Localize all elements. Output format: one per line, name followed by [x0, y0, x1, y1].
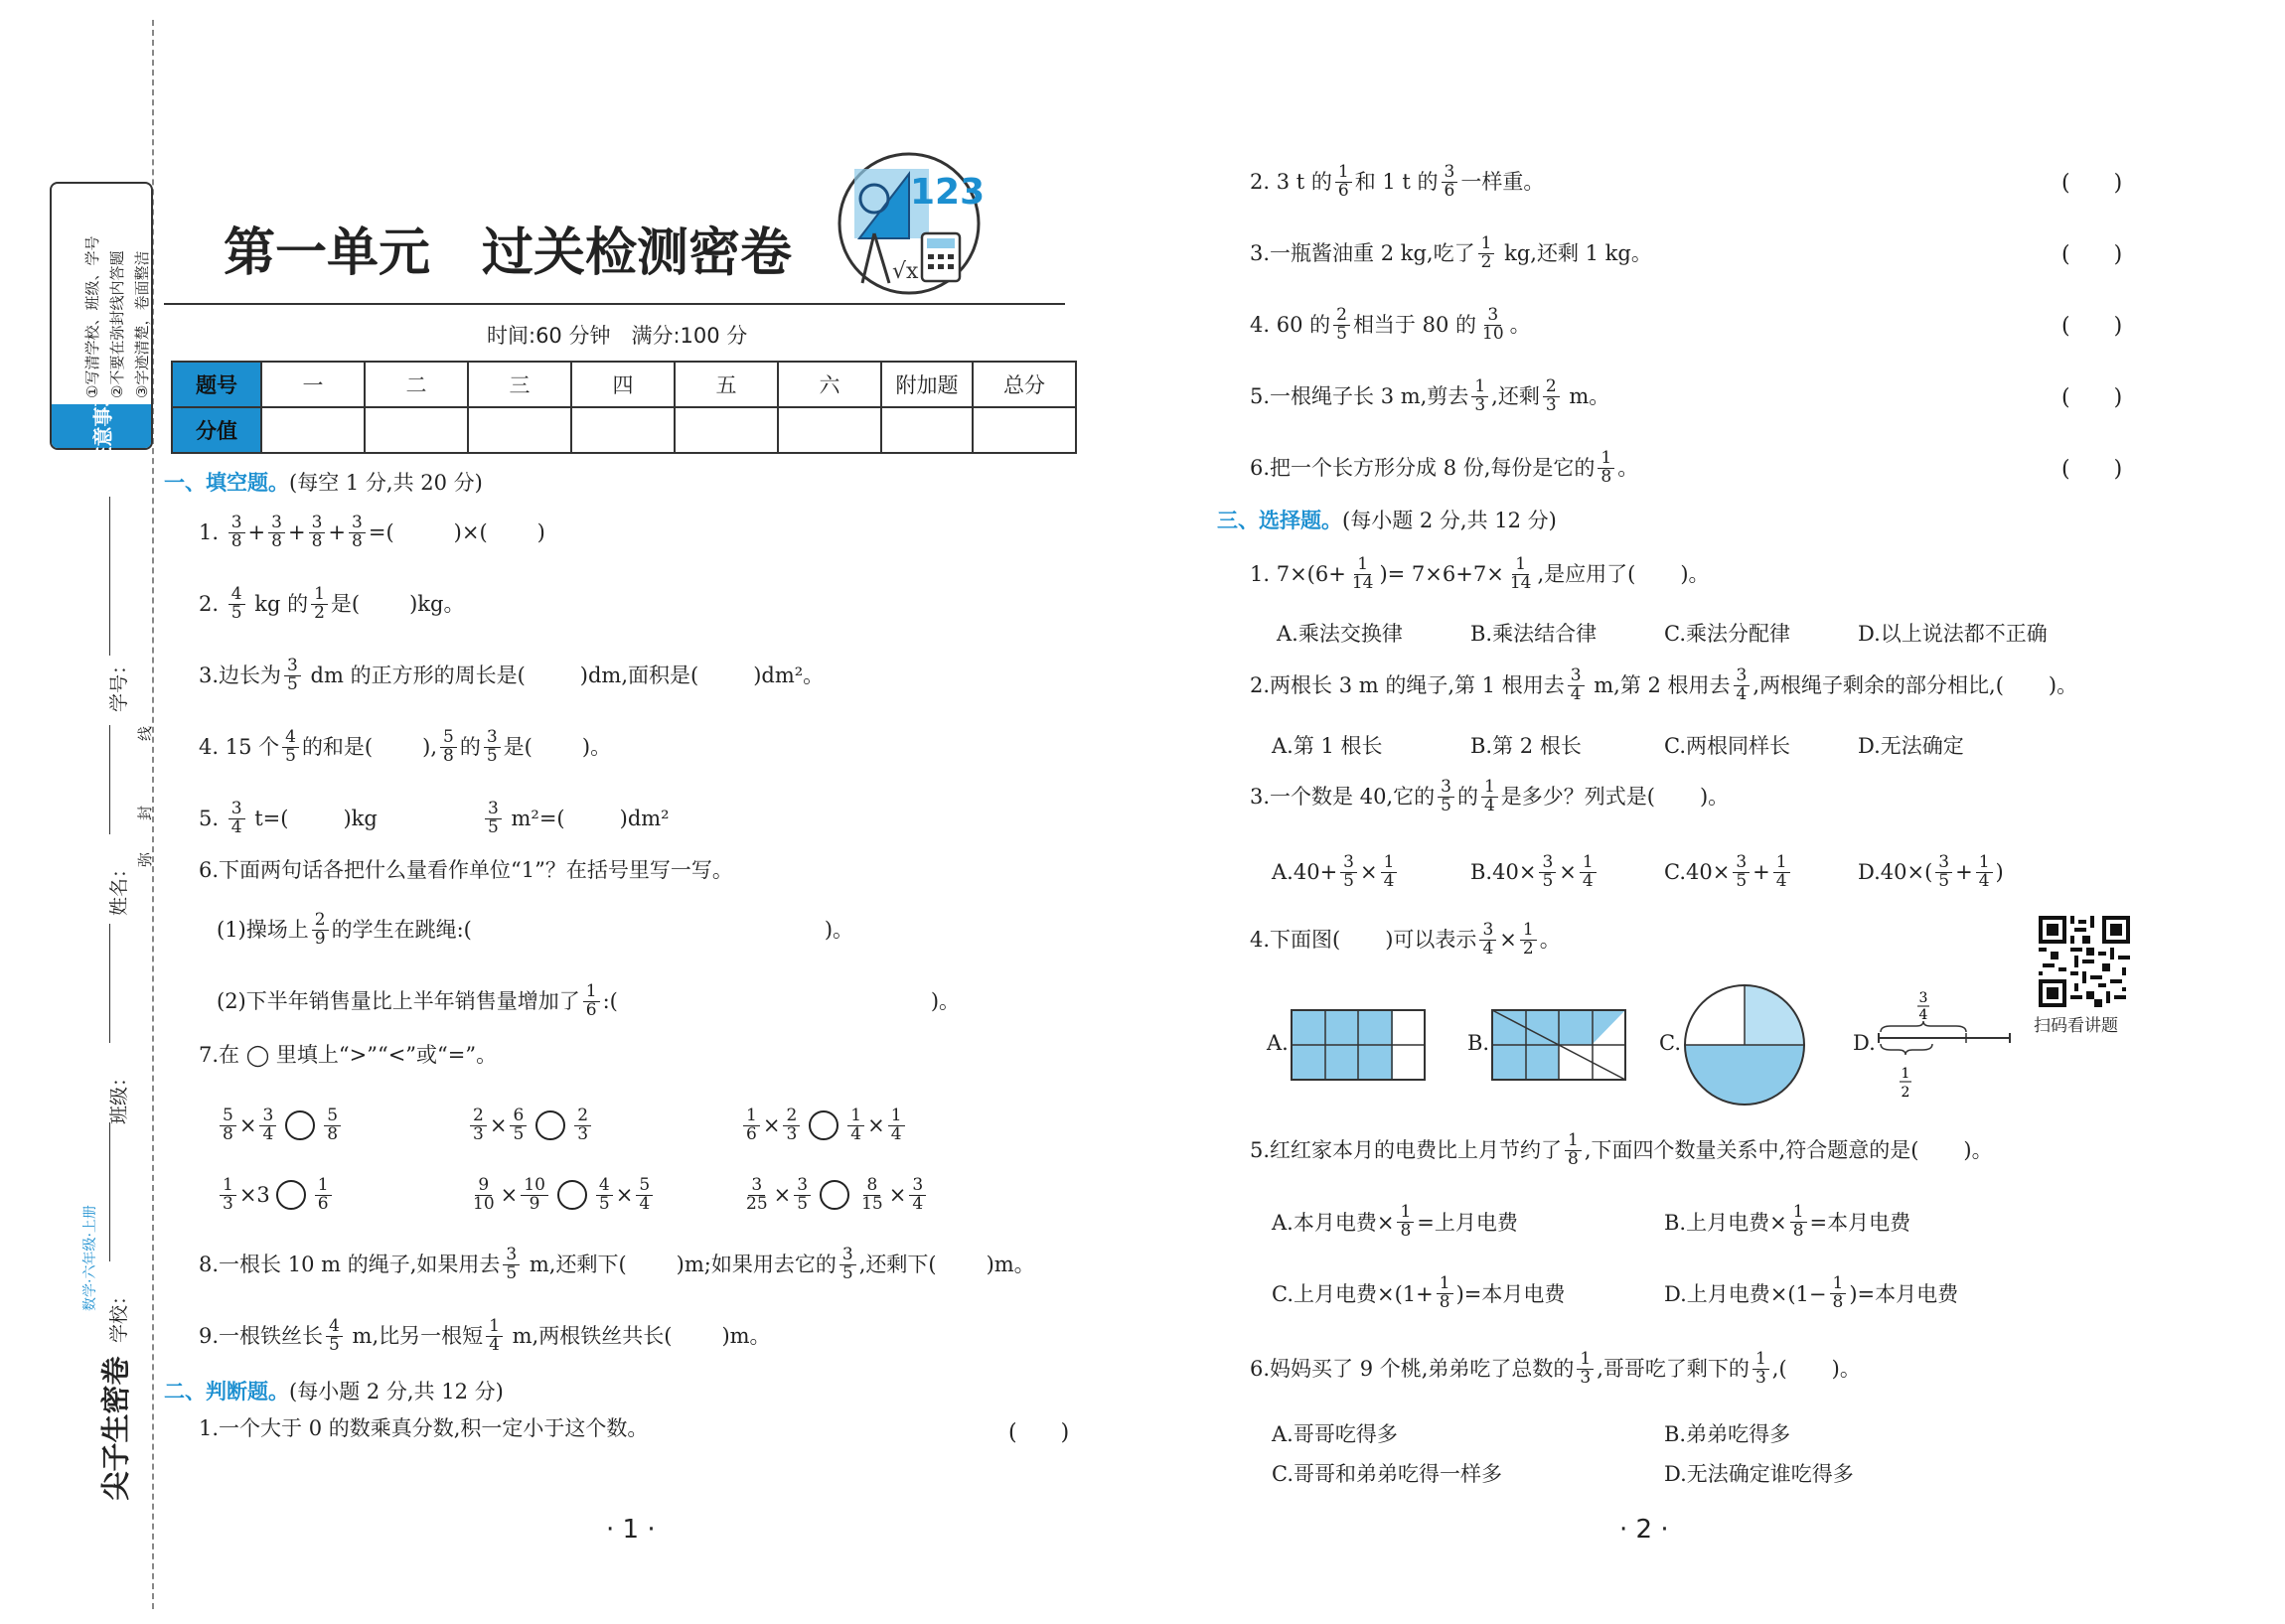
table-header-cell: 题号 [172, 362, 261, 407]
option-a[interactable]: A.哥哥吃得多 [1272, 1422, 1398, 1446]
qr-caption: 扫码看讲题 [2034, 1016, 2118, 1036]
field-school: 学校： [79, 1122, 139, 1341]
judge-answer-paren[interactable]: ( ) [2061, 242, 2123, 267]
question-1-6-2: (2)下半年销售量比上半年销售量增加了 $\frac{1}{6}$ :( )。 [217, 981, 961, 1020]
compare-item: $\frac{1}{6}$ × $\frac{2}{3}$ $\frac{1}{4}$ × $\frac{1}{4}$ [740, 1107, 908, 1144]
exam-meta: 时间:60 分钟 满分:100 分 [487, 324, 748, 348]
notice-line: ③字迹清楚，卷面整洁 [133, 250, 151, 398]
page-number-1: · 1 · [606, 1515, 656, 1545]
score-cell[interactable] [468, 407, 571, 453]
judge-question-5: 5.一根绳子长 3 m,剪去 $\frac{1}{3}$ ,还剩 $\frac{2}{3}$ m。 [1250, 376, 1610, 415]
option-c[interactable]: C.上月电费×(1+ $\frac{1}{8}$ )=本月电费 [1272, 1273, 1566, 1312]
notice-line: ①写清学校、班级、学号 [83, 235, 101, 398]
field-student-id: 学号： [79, 477, 139, 745]
question-1-2: 2. $\frac{4}{5}$ kg 的 $\frac{1}{2}$ 是( )kg。 [199, 584, 465, 623]
score-cell[interactable] [571, 407, 675, 453]
field-class: 班级： [79, 924, 139, 1122]
option-c[interactable]: C.40× $\frac{3}{5}$ + $\frac{1}{4}$ [1664, 854, 1793, 891]
option-c[interactable]: C.哥哥和弟弟吃得一样多 [1272, 1462, 1502, 1486]
svg-text:123: 123 [910, 172, 984, 213]
option-b[interactable]: B.40× $\frac{3}{5}$ × $\frac{1}{4}$ [1470, 854, 1600, 891]
option-d[interactable]: D.40×( $\frac{3}{5}$ + $\frac{1}{4}$ ) [1858, 852, 2004, 891]
option-a[interactable]: A.第 1 根长 [1272, 734, 1383, 758]
section-1-heading: 一、填空题。(每空 1 分,共 20 分) [164, 471, 483, 495]
compare-circle[interactable] [809, 1110, 838, 1140]
option-c[interactable]: C.两根同样长 [1664, 734, 1790, 758]
option-a[interactable]: A.40+ $\frac{3}{5}$ × $\frac{1}{4}$ [1272, 854, 1400, 891]
compare-item: $\frac{9}{10}$ × $\frac{10}{9}$ $\frac{4}{5}$ × $\frac{5}{4}$ [467, 1177, 656, 1214]
question-1-6-1: (1)操场上 $\frac{2}{9}$ 的学生在跳绳:( )。 [217, 910, 854, 949]
judge-question-4: 4. 60 的 $\frac{2}{5}$ 相当于 80 的 $\frac{3}{10}$ 。 [1250, 305, 1531, 344]
option-b[interactable]: B.第 2 根长 [1470, 734, 1582, 758]
question-1-3: 3.边长为 $\frac{3}{5}$ dm 的正方形的周长是( )dm,面积是( )dm²。 [199, 656, 825, 694]
score-cell[interactable] [261, 407, 365, 453]
option-b[interactable]: B.乘法结合律 [1470, 622, 1598, 646]
notice-line: ②不要在弥封线内答题 [108, 250, 126, 398]
option-a[interactable]: A.乘法交换律 [1277, 622, 1403, 646]
svg-text:2: 2 [1901, 1085, 1910, 1101]
qr-code-icon [2039, 916, 2130, 1007]
choice-question-4: 4.下面图( )可以表示 $\frac{3}{4}$ × $\frac{1}{2}$ 。 [1250, 920, 1561, 959]
judge-answer-paren[interactable]: ( ) [2061, 457, 2123, 482]
section-3-heading: 三、选择题。(每小题 2 分,共 12 分) [1217, 509, 1557, 532]
option-d[interactable]: D.上月电费×(1− $\frac{1}{8}$ )=本月电费 [1664, 1273, 1959, 1312]
svg-text:1: 1 [1901, 1066, 1910, 1082]
table-header-cell: 六 [778, 362, 881, 407]
page-number-2: · 2 · [1619, 1515, 1669, 1545]
score-cell[interactable] [365, 407, 468, 453]
table-header-cell: 二 [365, 362, 468, 407]
score-cell[interactable] [675, 407, 778, 453]
score-cell[interactable] [973, 407, 1076, 453]
question-1-1: 1. $\frac{3}{8}$ + $\frac{3}{8}$ + $\frac{3}{8}$ + $\frac{3}{8}$ =( )×( ) [199, 513, 545, 551]
option-b[interactable]: B.弟弟吃得多 [1664, 1422, 1791, 1446]
table-header-cell: 附加题 [881, 362, 973, 407]
question-1-7: 7.在 ◯ 里填上“>”“<”或“=”。 [199, 1043, 498, 1067]
score-cell[interactable] [778, 407, 881, 453]
judge-question-2: 2. 3 t 的 $\frac{1}{6}$ 和 1 t 的 $\frac{3}{6}$ 一样重。 [1250, 162, 1545, 201]
choice-question-3: 3.一个数是 40,它的 $\frac{3}{5}$ 的 $\frac{1}{4}$ 是多少？列式是( )。 [1250, 777, 1730, 815]
compare-circle[interactable] [820, 1180, 849, 1210]
choice-question-1: 1. 7×(6+ $\frac{1}{14}$ )= 7×6+7× $\frac{1}{14}$ ,是应用了( )。 [1250, 554, 1710, 593]
section-2-heading: 二、判断题。(每小题 2 分,共 12 分) [164, 1380, 504, 1403]
brand-label: 尖子生密卷 [98, 1356, 133, 1501]
option-a[interactable]: A.本月电费× $\frac{1}{8}$ =上月电费 [1272, 1202, 1518, 1241]
table-header-cell: 五 [675, 362, 778, 407]
figure-option-d[interactable]: D. 3 4 1 2 [1853, 988, 2032, 1107]
compare-item: $\frac{2}{3}$ × $\frac{6}{5}$ $\frac{2}{3}$ [467, 1107, 594, 1144]
figure-option-b[interactable]: B. [1467, 1009, 1626, 1081]
field-name: 姓名： [79, 725, 139, 924]
compare-item: $\frac{1}{3}$ ×3 $\frac{1}{6}$ [217, 1177, 335, 1214]
grid-figure-a [1291, 1009, 1426, 1081]
question-1-5b: $\frac{3}{5}$ m²=( )dm² [482, 801, 670, 837]
seal-word: 线 [136, 725, 155, 742]
score-table [171, 361, 1077, 454]
figure-option-c[interactable]: C. [1659, 983, 1828, 1107]
question-1-8: 8.一根长 10 m 的绳子,如果用去 $\frac{3}{5}$ m,还剩下( )m;如果用去它的 $\frac{3}{5}$ ,还剩下( )m。 [199, 1245, 1035, 1283]
option-c[interactable]: C.乘法分配律 [1664, 622, 1790, 646]
svg-text:4: 4 [1918, 1007, 1928, 1023]
notice-title: 注意事项 [52, 404, 151, 448]
judge-answer-paren[interactable]: ( ) [2061, 385, 2123, 410]
svg-text:3: 3 [1918, 990, 1928, 1006]
table-header-cell: 一 [261, 362, 365, 407]
binding-strip [0, 0, 159, 1624]
judge-answer-paren[interactable]: ( ) [2061, 314, 2123, 339]
seal-word: 封 [136, 805, 155, 821]
seal-word: 弥 [136, 851, 155, 868]
question-1-6: 6.下面两句话各把什么量看作单位“1”？在括号里写一写。 [199, 858, 733, 882]
score-cell[interactable] [881, 407, 973, 453]
figure-option-a[interactable]: A. [1267, 1009, 1426, 1081]
option-d[interactable]: D.以上说法都不正确 [1858, 622, 2048, 646]
table-header-cell: 四 [571, 362, 675, 407]
option-d[interactable]: D.无法确定谁吃得多 [1664, 1462, 1854, 1486]
compare-circle[interactable] [557, 1180, 587, 1210]
compare-circle[interactable] [276, 1180, 306, 1210]
math-logo-icon [835, 149, 984, 298]
option-d[interactable]: D.无法确定 [1858, 734, 1964, 758]
judge-question-6: 6.把一个长方形分成 8 份,每份是它的 $\frac{1}{8}$ 。 [1250, 448, 1639, 487]
choice-question-5: 5.红红家本月的电费比上月节约了 $\frac{1}{8}$ ,下面四个数量关系中,符合题意的是( )。 [1250, 1130, 1993, 1169]
score-table-header-row [172, 362, 1076, 407]
question-1-4: 4. 15 个 $\frac{4}{5}$ 的和是( ), $\frac{5}{8}$ 的 $\frac{3}{5}$ 是( )。 [199, 727, 612, 766]
option-b[interactable]: B.上月电费× $\frac{1}{8}$ =本月电费 [1664, 1202, 1911, 1241]
svg-text:√x: √x [892, 259, 919, 284]
question-1-5a: 5. $\frac{3}{4}$ t=( )kg [199, 799, 378, 837]
table-header-cell: 三 [468, 362, 571, 407]
compare-circle[interactable] [285, 1110, 315, 1140]
choice-question-2: 2.两根长 3 m 的绳子,第 1 根用去 $\frac{3}{4}$ m,第 2 根用去 $\frac{3}{4}$ ,两根绳子剩余的部分相比,( )。 [1250, 665, 2078, 704]
judge-question-3: 3.一瓶酱油重 2 kg,吃了 $\frac{1}{2}$ kg,还剩 1 kg。 [1250, 233, 1652, 272]
unit-logo [835, 149, 984, 298]
judge-question-1: 1.一个大于 0 的数乘真分数,积一定小于这个数。 [199, 1416, 649, 1440]
compare-item: $\frac{3}{25}$ × $\frac{3}{5}$ $\frac{8}{15}$ × $\frac{3}{4}$ [740, 1177, 929, 1214]
page-title: 第一单元 过关检测密卷 [224, 222, 793, 283]
judge-answer-paren[interactable]: ( ) [1008, 1420, 1070, 1445]
judge-answer-paren[interactable]: ( ) [2061, 171, 2123, 196]
choice-question-6: 6.妈妈买了 9 个桃,弟弟吃了总数的 $\frac{1}{3}$ ,哥哥吃了剩下的 $\frac{1}{3}$ ,( )。 [1250, 1349, 1861, 1388]
grid-figure-b [1491, 1009, 1626, 1081]
series-label: 数学·六年级·上册 [82, 1205, 98, 1311]
segment-figure-d [1877, 988, 2032, 1107]
score-table-value-row [172, 407, 1076, 453]
qr-code[interactable] [2039, 916, 2130, 1007]
table-header-cell: 总分 [973, 362, 1076, 407]
question-1-9: 9.一根铁丝长 $\frac{4}{5}$ m,比另一根短 $\frac{1}{4}$ m,两根铁丝共长( )m。 [199, 1316, 771, 1355]
notice-box [50, 182, 153, 466]
compare-circle[interactable] [535, 1110, 565, 1140]
circle-figure-c [1683, 983, 1806, 1107]
compare-item: $\frac{5}{8}$ × $\frac{3}{4}$ $\frac{5}{8}$ [217, 1107, 344, 1144]
title-rule [164, 303, 1065, 305]
table-row-label: 分值 [172, 407, 261, 453]
